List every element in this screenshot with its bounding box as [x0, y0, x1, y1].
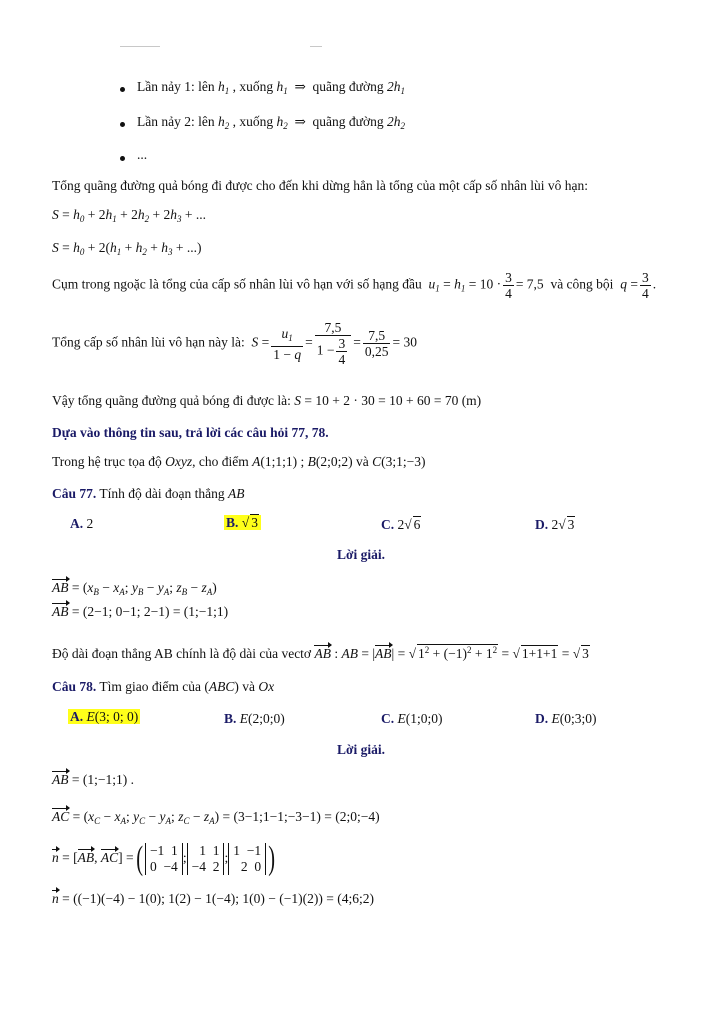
vay-line: Vậy tổng quãng đường quả bóng đi được là: S = 10 + 2 · 30 = 10 + 60 = 70 (m): [52, 393, 482, 408]
q77-solution-title: Lời giải.: [337, 547, 385, 562]
q77-line2: AB = (2−1; 0−1; 2−1) = (1;−1;1): [52, 604, 229, 619]
scan-artifact: [120, 46, 160, 47]
q78-line1: AB = (1;−1;1) .: [52, 772, 134, 787]
q77-option-b[interactable]: B. √ 3: [224, 514, 261, 531]
bullet-2: Lần nảy 2: lên $h_2$ , xuống $h_2$ ⇒ quãng đường $2h_2$: [137, 114, 405, 131]
section-setup: Trong hệ trục tọa độ Oxyz, cho điểm A(1;1;1) ; B(2;0;2) và C(3;1;−3): [52, 454, 426, 469]
q78-line3: n = [AB, AC] =( −1 1 0 −4; 1 1 −4 2; 1 −1 2 0 ): [52, 840, 276, 877]
equation-2: $S = h_0 + 2(h_1 + h_2 + h_3$ + ...): [52, 240, 202, 257]
q78-question: Câu 78. Tìm giao điểm của (ABC) và Ox: [52, 679, 275, 694]
bullet-icon: [120, 122, 125, 127]
q77-line1: AB = ($x_B - x_A$; $y_B - y_A$; $z_B - z_A$): [52, 580, 217, 597]
bullet-icon: [120, 87, 125, 92]
q77-option-a[interactable]: A. 2: [70, 516, 94, 531]
bullet-1: Lần nảy 1: lên $h_1$ , xuống $h_1$ ⇒ quãng đường $2h_1$: [137, 79, 405, 96]
q78-option-d[interactable]: D. E(0;3;0): [535, 711, 597, 726]
bullet-icon: [120, 156, 125, 161]
q78-line2: AC = ($x_C - x_A$; $y_C - y_A$; $z_C - z_A$) = (3−1;1−1;−3−1) = (2;0;−4): [52, 809, 380, 826]
sum-text: Tổng quãng đường quả bóng đi được cho đến khi dừng hẳn là tổng của một cấp số nhân lùi vô hạn:: [52, 178, 589, 193]
q77-option-d[interactable]: D. 2√ 3: [535, 517, 575, 532]
scan-artifact: [310, 46, 322, 47]
q78-solution-title: Lời giải.: [337, 742, 385, 757]
q78-option-a[interactable]: A. E(3; 0; 0): [70, 709, 139, 724]
q77-option-c[interactable]: C. 2√ 6: [381, 517, 421, 532]
q78-option-b[interactable]: B. E(2;0;0): [224, 711, 285, 726]
section-title: Dựa vào thông tin sau, trả lời các câu hỏi 77, 78.: [52, 425, 329, 440]
q77-line3: Độ dài đoạn thẳng AB chính là độ dài của vectơ AB : AB = |AB| = √ $1^2 + (-1)^2 + 1^2$ = √ 1+1+1 = √ 3: [52, 645, 589, 661]
tong-line: Tổng cấp số nhân lùi vô hạn này là: S = $\frac{u_1}{1 - q}$ = 7,5 1 − $\frac{3}{4}$ = $\frac{7,5}{0,25}$ = 30: [52, 320, 417, 367]
cum-line: Cụm trong ngoặc là tổng của cấp số nhân lùi vô hạn với số hạng đầu $u_1 = h_1 = 10$ · $\frac{3}{4}$ = 7,5 và công bội q = $\frac{3}{4}$ .: [52, 270, 657, 301]
q78-option-c[interactable]: C. E(1;0;0): [381, 711, 443, 726]
q78-line4: n = ((−1)(−4) − 1(0); 1(2) − 1(−4); 1(0) − (−1)(2)) = (4;6;2): [52, 891, 374, 906]
bullet-3: ...: [137, 147, 148, 162]
q77-question: Câu 77. Tính độ dài đoạn thẳng AB: [52, 486, 245, 501]
equation-1: $S = h_0 + 2h_1 + 2h_2 + 2h_3$ + ...: [52, 207, 206, 224]
